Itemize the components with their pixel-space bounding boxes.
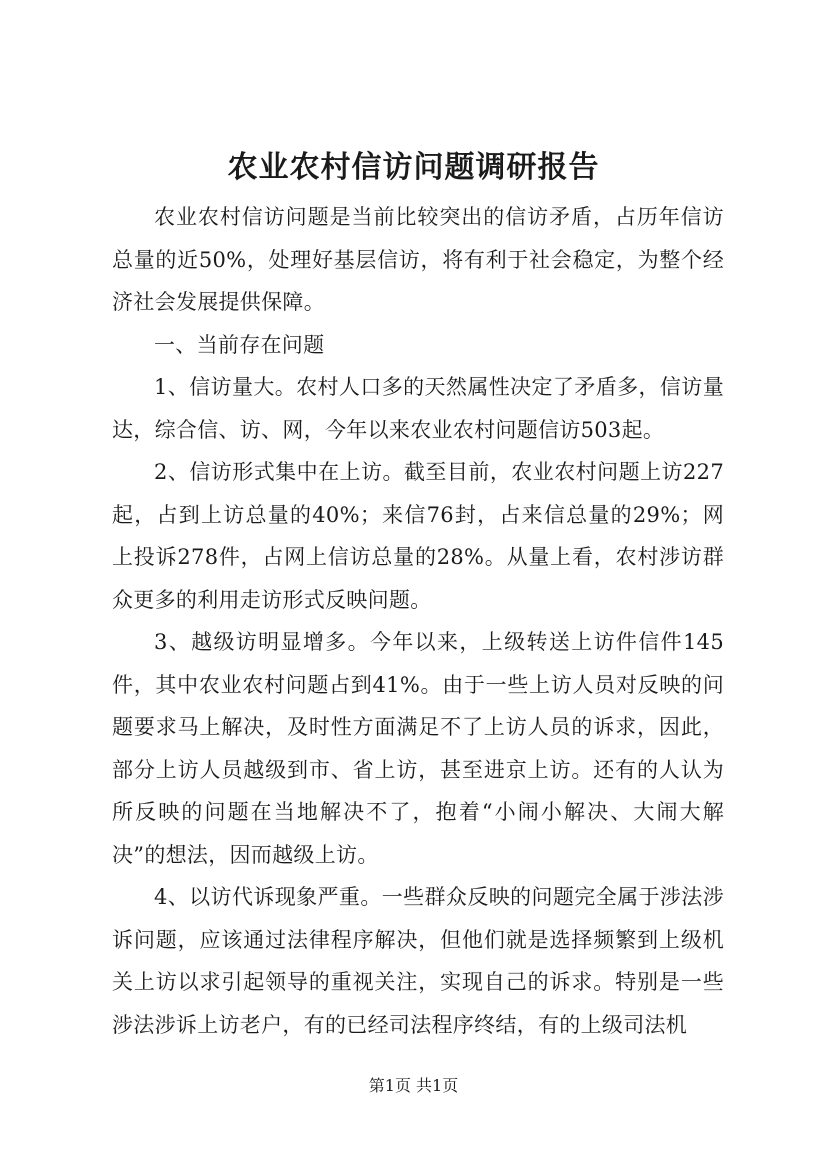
- document-body: [112, 196, 724, 1046]
- paragraph-intro: 农业农村信访问题是当前比较突出的信访矛盾，占历年信访总量的近50%，处理好基层信访，将有利于社会稳定，为整个经济社会发展提供保障。: [112, 205, 724, 314]
- paragraph-item-3: 3、越级访明显增多。今年以来，上级转送上访件信件145件，其中农业农村问题占到41%。由于一些上访人员对反映的问题要求马上解决，及时性方面满足不了上访人员的诉求，因此，部分上访人员越级到市、省上访，甚至进京上访。还有的人认为所反映的问题在当地解决不了，抱着“小闹小解决、大闹大解决”的想法，因而越级上访。: [112, 630, 724, 867]
- paragraph-item-1: 1、信访量大。农村人口多的天然属性决定了矛盾多，信访量达，综合信、访、网，今年以来农业农村问题信访503起。: [112, 375, 724, 442]
- paragraph-item-2: 2、信访形式集中在上访。截至目前，农业农村问题上访227起，占到上访总量的40%；来信76封，占来信总量的29%；网上投诉278件，占网上信访总量的28%。从量上看，农村涉访群众更多的利用走访形式反映问题。: [112, 460, 724, 612]
- paragraph-item-4: 4、以访代诉现象严重。一些群众反映的问题完全属于涉法涉诉问题，应该通过法律程序解决，但他们就是选择频繁到上级机关上访以求引起领导的重视关注，实现自己的诉求。特别是一些涉法涉诉上访老户，有的已经司法程序终结，有的上级司法机: [112, 885, 724, 1037]
- section-heading: 一、当前存在问题: [154, 332, 325, 357]
- document-title: 农业农村信访问题调研报告: [227, 150, 600, 185]
- page-number-footer: 第1页 共1页: [368, 1076, 459, 1095]
